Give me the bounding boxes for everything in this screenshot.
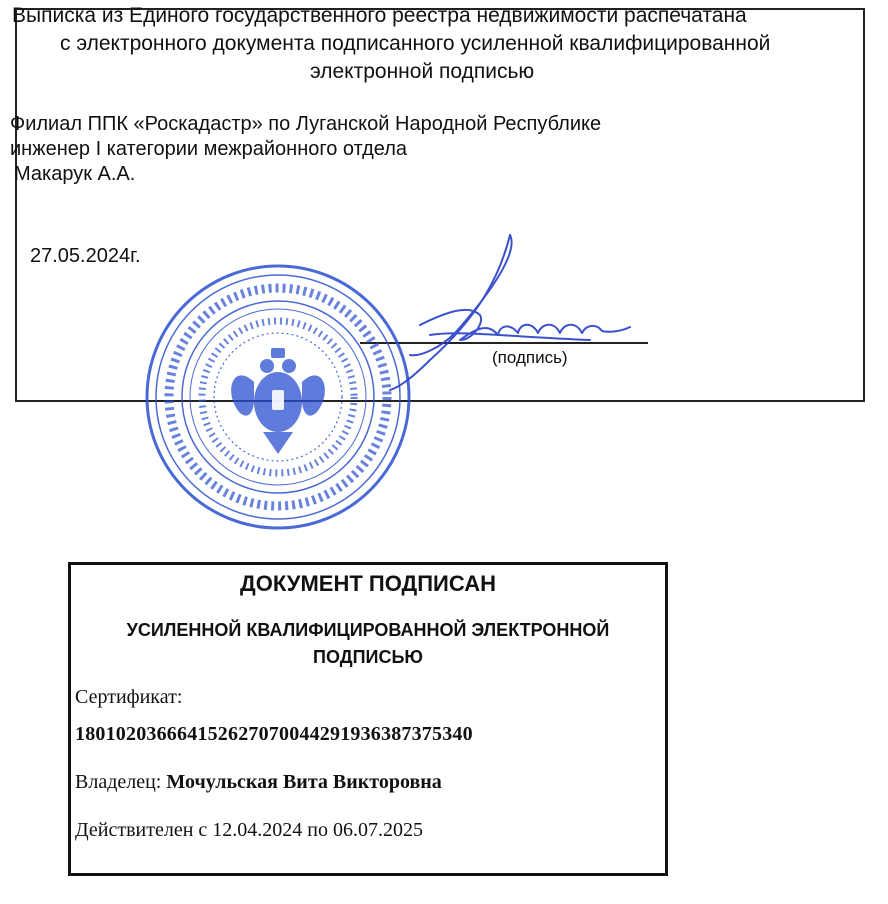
- extract-date: 27.05.2024г.: [30, 245, 141, 267]
- certificate-owner: [75, 771, 442, 794]
- branch-name: Филиал ППК «Роскадастр» по Луганской Народной Республике: [10, 113, 602, 135]
- extract-title-line-3: электронной подписью: [310, 60, 535, 83]
- signed-subtitle-line-2: ПОДПИСЬЮ: [313, 647, 423, 667]
- extract-title: [12, 2, 832, 86]
- signer-position: инженер I категории межрайонного отдела: [10, 138, 408, 160]
- owner-label: Владелец:: [75, 771, 162, 793]
- certificate-validity: Действителен с 12.04.2024 по 06.07.2025: [75, 819, 423, 841]
- certificate-number: 180102036664152627070044291936387375340: [75, 723, 473, 745]
- signed-subtitle: [71, 617, 665, 671]
- signature-certificate-box: [68, 562, 668, 876]
- signed-subtitle-line-1: УСИЛЕННОЙ КВАЛИФИЦИРОВАННОЙ ЭЛЕКТРОННОЙ: [126, 620, 610, 640]
- signer-name: Макарук А.А.: [14, 163, 136, 185]
- owner-name: Мочульская Вита Викторовна: [166, 771, 442, 793]
- certificate-label: Сертификат:: [75, 686, 183, 708]
- signature-caption: (подпись): [492, 348, 568, 367]
- extract-title-line-2: с электронного документа подписанного усиленной квалифицированной: [60, 32, 771, 55]
- signed-title: ДОКУМЕНТ ПОДПИСАН: [240, 571, 496, 596]
- handwritten-signature-icon: [360, 215, 660, 395]
- issuer-info: [10, 112, 601, 187]
- extract-title-line-1: Выписка из Единого государственного реестра недвижимости распечатана: [12, 4, 747, 27]
